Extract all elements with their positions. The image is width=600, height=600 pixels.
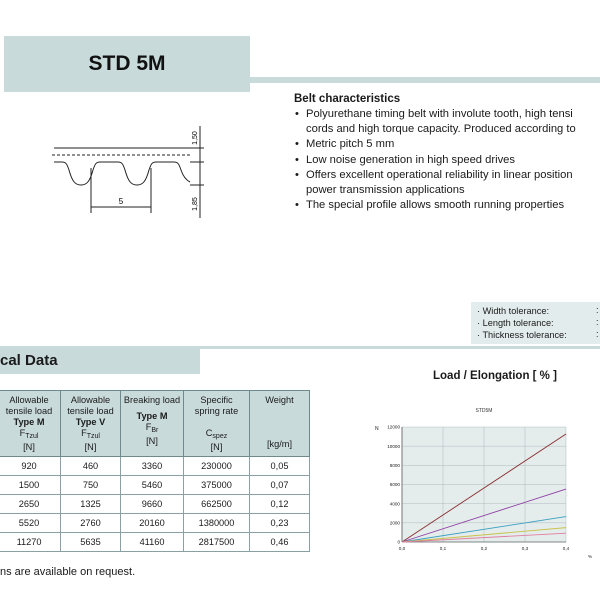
width-tolerance-colon: : [596, 305, 599, 315]
header-allowable-tensile-m: Allowable tensile load Type M $F_{Tzul}$ [N] [0, 391, 61, 457]
table-row [0, 457, 310, 476]
y-tick-label: 6000 [389, 482, 400, 488]
header-spring-rate: Specific spring rate $C_{spez}$ [N] [184, 391, 250, 457]
table-row [0, 476, 310, 495]
table-cell: 920 [0, 457, 61, 476]
table-cell: 2817500 [184, 533, 250, 552]
page-title: STD 5M [88, 52, 166, 75]
y-tick-label: 12000 [387, 424, 400, 430]
header-weight: Weight [kg/m] [250, 391, 310, 457]
technical-data-table [0, 390, 310, 552]
x-tick-label: 0,3 [521, 546, 529, 551]
chart-subtitle: STD5M [475, 408, 493, 414]
header-rule [250, 77, 600, 83]
table-cell: 2650 [0, 495, 61, 514]
table-cell: 0,07 [250, 476, 310, 495]
y-tick-label: 4000 [389, 501, 400, 507]
y-axis-label: N [375, 426, 379, 432]
thickness-tolerance-colon: : [596, 329, 599, 339]
height-dimension-top: 1,50 [192, 131, 199, 145]
table-row [0, 533, 310, 552]
characteristic-item: power transmission applications [306, 184, 465, 197]
load-elongation-chart [360, 395, 600, 600]
table-cell: 5460 [121, 476, 184, 495]
belt-tooth-outline [54, 162, 190, 185]
table-cell: 5635 [61, 533, 121, 552]
table-cell: 750 [61, 476, 121, 495]
table-cell: 0,46 [250, 533, 310, 552]
table-cell: 460 [61, 457, 121, 476]
table-cell: 0,23 [250, 514, 310, 533]
header-allowable-tensile-v: Allowable tensile load Type V $F_{Tzul}$ [N] [61, 391, 121, 457]
thickness-tolerance-label: · Thickness tolerance: [477, 330, 567, 341]
characteristics-title: Belt characteristics [294, 93, 401, 105]
section-title: cal Data [0, 351, 58, 369]
x-tick-label: 0,0 [398, 546, 406, 551]
x-tick-label: 0,2 [480, 546, 488, 551]
table-cell: 5520 [0, 514, 61, 533]
table-cell: 11270 [0, 533, 61, 552]
length-tolerance-colon: : [596, 317, 599, 327]
table-cell: 662500 [184, 495, 250, 514]
x-tick-label: 0,4 [562, 546, 570, 551]
characteristic-item: • The special profile allows smooth running properties [294, 198, 600, 213]
table-cell: 1500 [0, 476, 61, 495]
x-axis-label: % [588, 554, 593, 559]
width-tolerance-label: · Width tolerance: [477, 306, 549, 316]
y-tick-label: 2000 [389, 520, 400, 526]
characteristic-item: • Low noise generation in high speed drives [294, 153, 600, 168]
table-cell: 9660 [121, 495, 184, 514]
table-row [0, 495, 310, 514]
length-tolerance-label: · Length tolerance: [477, 318, 554, 329]
characteristic-item: • Offers excellent operational reliability in linear position [294, 168, 600, 183]
chart-title: Load / Elongation [ % ] [433, 370, 557, 382]
table-cell: 41160 [121, 533, 184, 552]
characteristics-list [294, 107, 600, 213]
table-cell: 3360 [121, 457, 184, 476]
y-tick-label: 0 [397, 539, 400, 545]
table-cell: 375000 [184, 476, 250, 495]
table-row [0, 514, 310, 533]
characteristic-item: • Polyurethane timing belt with involute tooth, high tensi [294, 107, 600, 122]
y-tick-label: 10000 [387, 443, 400, 449]
table-cell: 1380000 [184, 514, 250, 533]
characteristic-item: cords and high torque capacity. Produced according to [306, 123, 576, 136]
height-dimension-total: 1,85 [192, 197, 199, 211]
pitch-dimension-label: 5 [118, 197, 124, 206]
table-cell: 230000 [184, 457, 250, 476]
x-tick-label: 0,1 [439, 546, 447, 551]
belt-profile-drawing [40, 118, 220, 228]
table-cell: 1325 [61, 495, 121, 514]
table-cell: 2760 [61, 514, 121, 533]
tolerance-list [477, 305, 567, 342]
header-breaking-load: Breaking load Type M $F_{Br}$ [N] [121, 391, 184, 457]
characteristic-item: • Metric pitch 5 mm [294, 137, 600, 152]
table-cell: 20160 [121, 514, 184, 533]
table-cell: 0,12 [250, 495, 310, 514]
table-header-row [0, 391, 310, 457]
y-tick-label: 8000 [389, 462, 400, 468]
section-rule [200, 346, 600, 349]
availability-note: ns are available on request. [0, 566, 136, 578]
table-cell: 0,05 [250, 457, 310, 476]
